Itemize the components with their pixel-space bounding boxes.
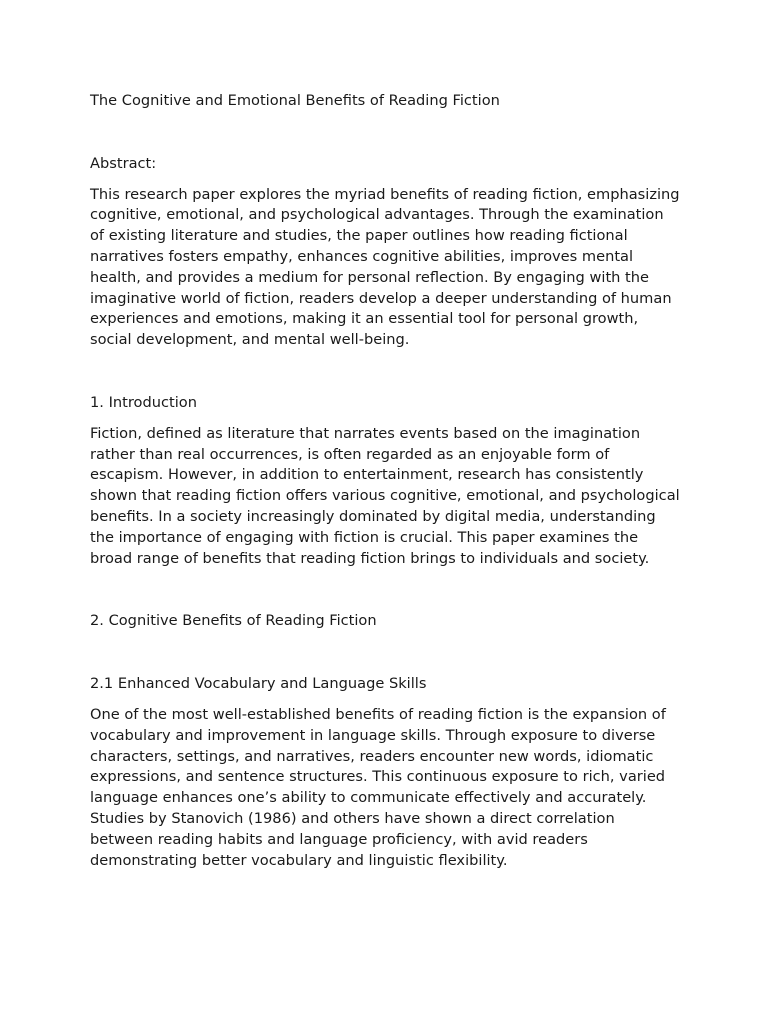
section-2-1-heading: 2.1 Enhanced Vocabulary and Language Skills [90, 675, 427, 693]
introduction-text: Fiction, defined as literature that narrates events based on the imagination rather than real occurrences, is often regarded as an enjoyable form of escapism. However, in addition to entertainment, research has consistently shown that reading fiction offers various cognitive, emotional, and psychological benefits. In a society increasingly dominated by digital media, understanding the importance of engaging with fiction is crucial. This paper examines the broad range of benefits that reading fiction brings to individuals and society. [90, 424, 680, 567]
abstract-text: This research paper explores the myriad benefits of reading fiction, emphasizing cognitive, emotional, and psychological advantages. Through the examination of existing literature and studies, the paper outlines how reading fictional narratives fosters empathy, enhances cognitive abilities, improves mental health, and provides a medium for personal reflection. By engaging with the imaginative world of fiction, readers develop a deeper understanding of human experiences and emotions, making it an essential tool for personal growth, social development, and mental well-being. [90, 185, 680, 349]
section-2-heading: 2. Cognitive Benefits of Reading Fiction [90, 612, 377, 630]
section-2-1-text: One of the most well-established benefits of reading fiction is the expansion of vocabulary and improvement in language skills. Through exposure to diverse characters, settings, and narratives, readers encounter new words, idiomatic expressions, and sentence structures. This continuous exposure to rich, varied language enhances one’s ability to communicate effectively and accurately. Studies by Stanovich (1986) and others have shown a direct correlation between reading habits and language proficiency, with avid readers demonstrating better vocabulary and linguistic flexibility. [90, 705, 666, 869]
abstract-heading: Abstract: [90, 154, 157, 172]
document-page [90, 91, 680, 871]
document-title: The Cognitive and Emotional Benefits of Reading Fiction [90, 92, 500, 109]
introduction-heading: 1. Introduction [90, 393, 197, 411]
